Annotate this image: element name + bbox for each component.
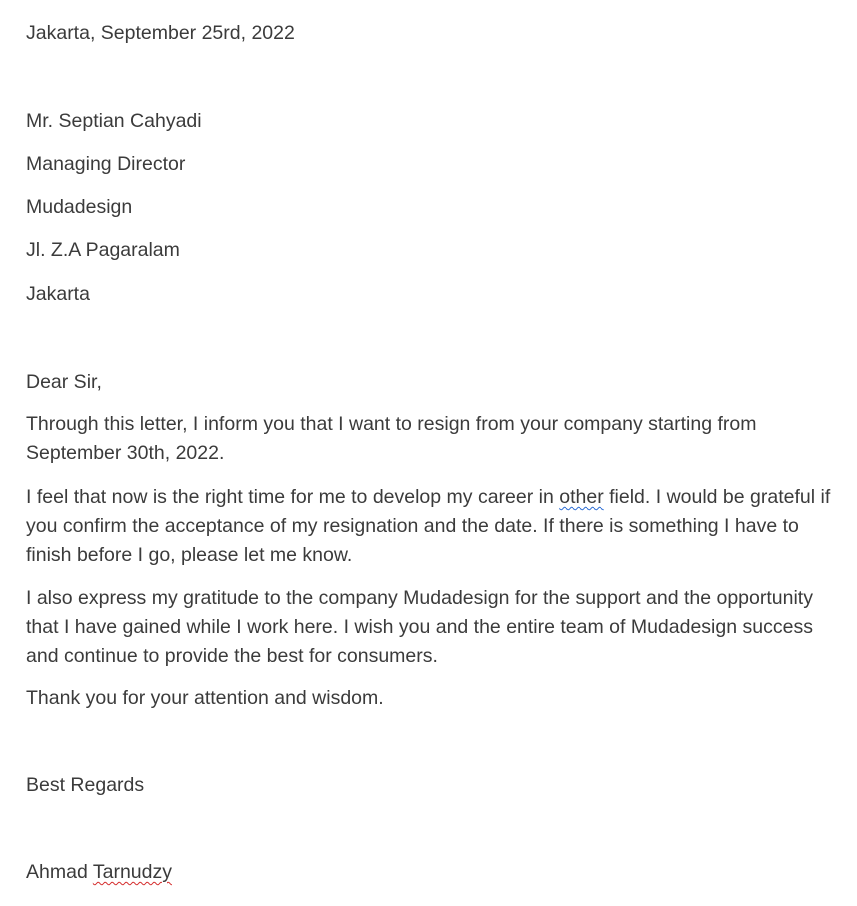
recipient-city: Jakarta [26,283,90,305]
grammar-flagged-word[interactable]: other [559,486,604,508]
paragraph-resignation: Through this letter, I inform you that I want to resign from your company starting from September 30th, 2022. [26,413,757,464]
recipient-company: Mudadesign [26,196,133,218]
signature [26,858,172,887]
spelling-flagged-word[interactable]: Tarnudzy [92,861,172,883]
signature-first-name: Ahmad [26,861,93,883]
paragraph-thanks: Thank you for your attention and wisdom. [26,687,384,709]
recipient-street: Jl. Z.A Pagaralam [26,239,180,261]
paragraph-gratitude: I also express my gratitude to the company Mudadesign for the support and the opportunity that I have gained while I work here. I wish you and the entire team of Mudadesign success and continue to provide the best for consumers. [26,587,813,667]
recipient-title: Managing Director [26,153,186,175]
paragraph-career-end: field. I would be grateful if you confirm the acceptance of my resignation and the date. If there is something I have to finish before I go, please let me know. [26,486,831,566]
date-line: Jakarta, September 25rd, 2022 [26,22,295,44]
recipient-name: Mr. Septian Cahyadi [26,110,202,132]
salutation: Dear Sir, [26,371,102,393]
paragraph-career [26,483,846,570]
paragraph-career-start: I feel that now is the right time for me to develop my career in [26,486,560,508]
closing: Best Regards [26,774,145,796]
